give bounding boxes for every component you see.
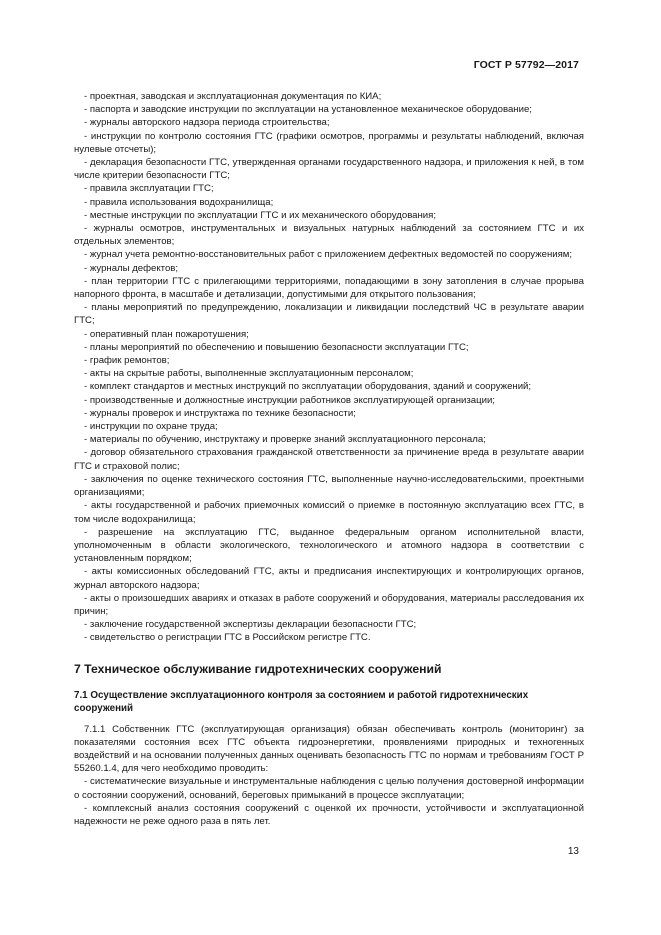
list-item: - план территории ГТС с прилегающими территориями, попадающими в зону затопления в случае прорыва напорного фронта, в масштабе и детализации, допустимыми для открытого пользования; xyxy=(74,275,584,301)
document-code: ГОСТ Р 57792—2017 xyxy=(473,59,579,71)
list-item: - свидетельство о регистрации ГТС в Российском регистре ГТС. xyxy=(84,632,371,644)
list-item: - оперативный план пожаротушения; xyxy=(84,328,249,340)
list-item: - акты на скрытые работы, выполненные эксплуатационным персоналом; xyxy=(84,368,414,380)
paragraph: 7.1.1 Собственник ГТС (эксплуатирующая организация) обязан обеспечивать контроль (мониторинг) за показателями состояния всех ГТС объекта гидроэнергетики, проявлениями природных и техногенных воздействий и на основании полученных данных оценивать безопасность ГТС по нормам и требованиям ГОСТ Р 55260.1.4, для чего необходимо проводить: xyxy=(74,723,584,775)
list-item: - планы мероприятий по обеспечению и повышению безопасности эксплуатации ГТС; xyxy=(84,341,469,353)
page-number: 13 xyxy=(567,846,579,857)
page-content xyxy=(74,90,584,828)
list-item: - журнал учета ремонтно-восстановительных работ с приложением дефектных ведомостей по сооружениям; xyxy=(84,249,573,261)
list-item: - график ремонтов; xyxy=(84,355,170,367)
list-item: - правила эксплуатации ГТС; xyxy=(84,183,214,195)
list-item: - заключения по оценке технического состояния ГТС, выполненные научно-исследовательскими, проектными организациями; xyxy=(74,473,584,499)
list-item: - правила использования водохранилища; xyxy=(84,196,274,208)
list-item: - планы мероприятий по предупреждению, локализации и ликвидации последствий ЧС в результате аварии ГТС; xyxy=(74,302,584,327)
list-item: - инструкции по охране труда; xyxy=(84,421,218,433)
list-item: - журналы проверок и инструктажа по технике безопасности; xyxy=(84,407,356,419)
list-item: - производственные и должностные инструкции работников эксплуатирующей организации; xyxy=(84,394,495,406)
list-item: - материалы по обучению, инструктажу и проверке знаний эксплуатационного персонала; xyxy=(84,434,486,446)
document-list xyxy=(74,90,584,645)
list-item: - декларация безопасности ГТС, утвержденная органами государственного надзора, и приложения к ней, в том числе критерии безопасности ГТС; xyxy=(74,157,584,182)
list-item: - договор обязательного страхования гражданской ответственности за причинение вреда в результате аварии ГТС и страховой полис; xyxy=(74,447,584,472)
paragraph: - комплексный анализ состояния сооружений с оценкой их прочности, устойчивости и эксплуатационной надежности не реже одного раза в пять лет. xyxy=(74,802,584,827)
list-item: - акты государственной и рабочих приемочных комиссий о приемке в постоянную эксплуатацию всех ГТС, в том числе водохранилища; xyxy=(74,500,584,525)
subsection-title: 7.1 Осуществление эксплуатационного контроля за состоянием и работой гидротехнических сооружений xyxy=(74,689,529,714)
list-item: - акты о произошедших авариях и отказах в работе сооружений и оборудования, материалы расследования их причин; xyxy=(74,592,584,617)
list-item: - разрешение на эксплуатацию ГТС, выданное федеральным органом исполнительной власти, уполномоченным в области экологического, технологического и атомного надзора в соответствии с установленным порядком; xyxy=(74,526,584,565)
list-item: - местные инструкции по эксплуатации ГТС и их механического оборудования; xyxy=(84,209,437,221)
paragraph: - систематические визуальные и инструментальные наблюдения с целью получения достоверной информации о состоянии сооружений, оснований, береговых примыканий в процессе эксплуатации; xyxy=(74,776,584,801)
list-item: - журналы осмотров, инструментальных и визуальных натурных наблюдений за состоянием ГТС и их отдельных элементов; xyxy=(74,223,584,248)
list-item: - акты комиссионных обследований ГТС, акты и предписания инспектирующих и контролирующих органов, журнал авторского надзора; xyxy=(74,566,584,591)
list-item: - паспорта и заводские инструкции по эксплуатации на установленное механическое оборудование; xyxy=(84,104,532,116)
section-body xyxy=(74,723,584,829)
list-item: - проектная, заводская и эксплуатационная документация по КИА; xyxy=(84,91,382,102)
list-item: - журналы дефектов; xyxy=(84,262,179,274)
section-title: 7 Техническое обслуживание гидротехнических сооружений xyxy=(74,661,442,676)
list-item: - инструкции по контролю состояния ГТС (графики осмотров, программы и результаты наблюдений, включая нулевые отсчеты); xyxy=(74,130,584,155)
list-item: - заключение государственной экспертизы декларации безопасности ГТС; xyxy=(84,619,417,631)
list-item: - комплект стандартов и местных инструкций по эксплуатации оборудования, зданий и сооружений; xyxy=(84,381,532,393)
list-item: - журналы авторского надзора периода строительства; xyxy=(84,117,330,129)
